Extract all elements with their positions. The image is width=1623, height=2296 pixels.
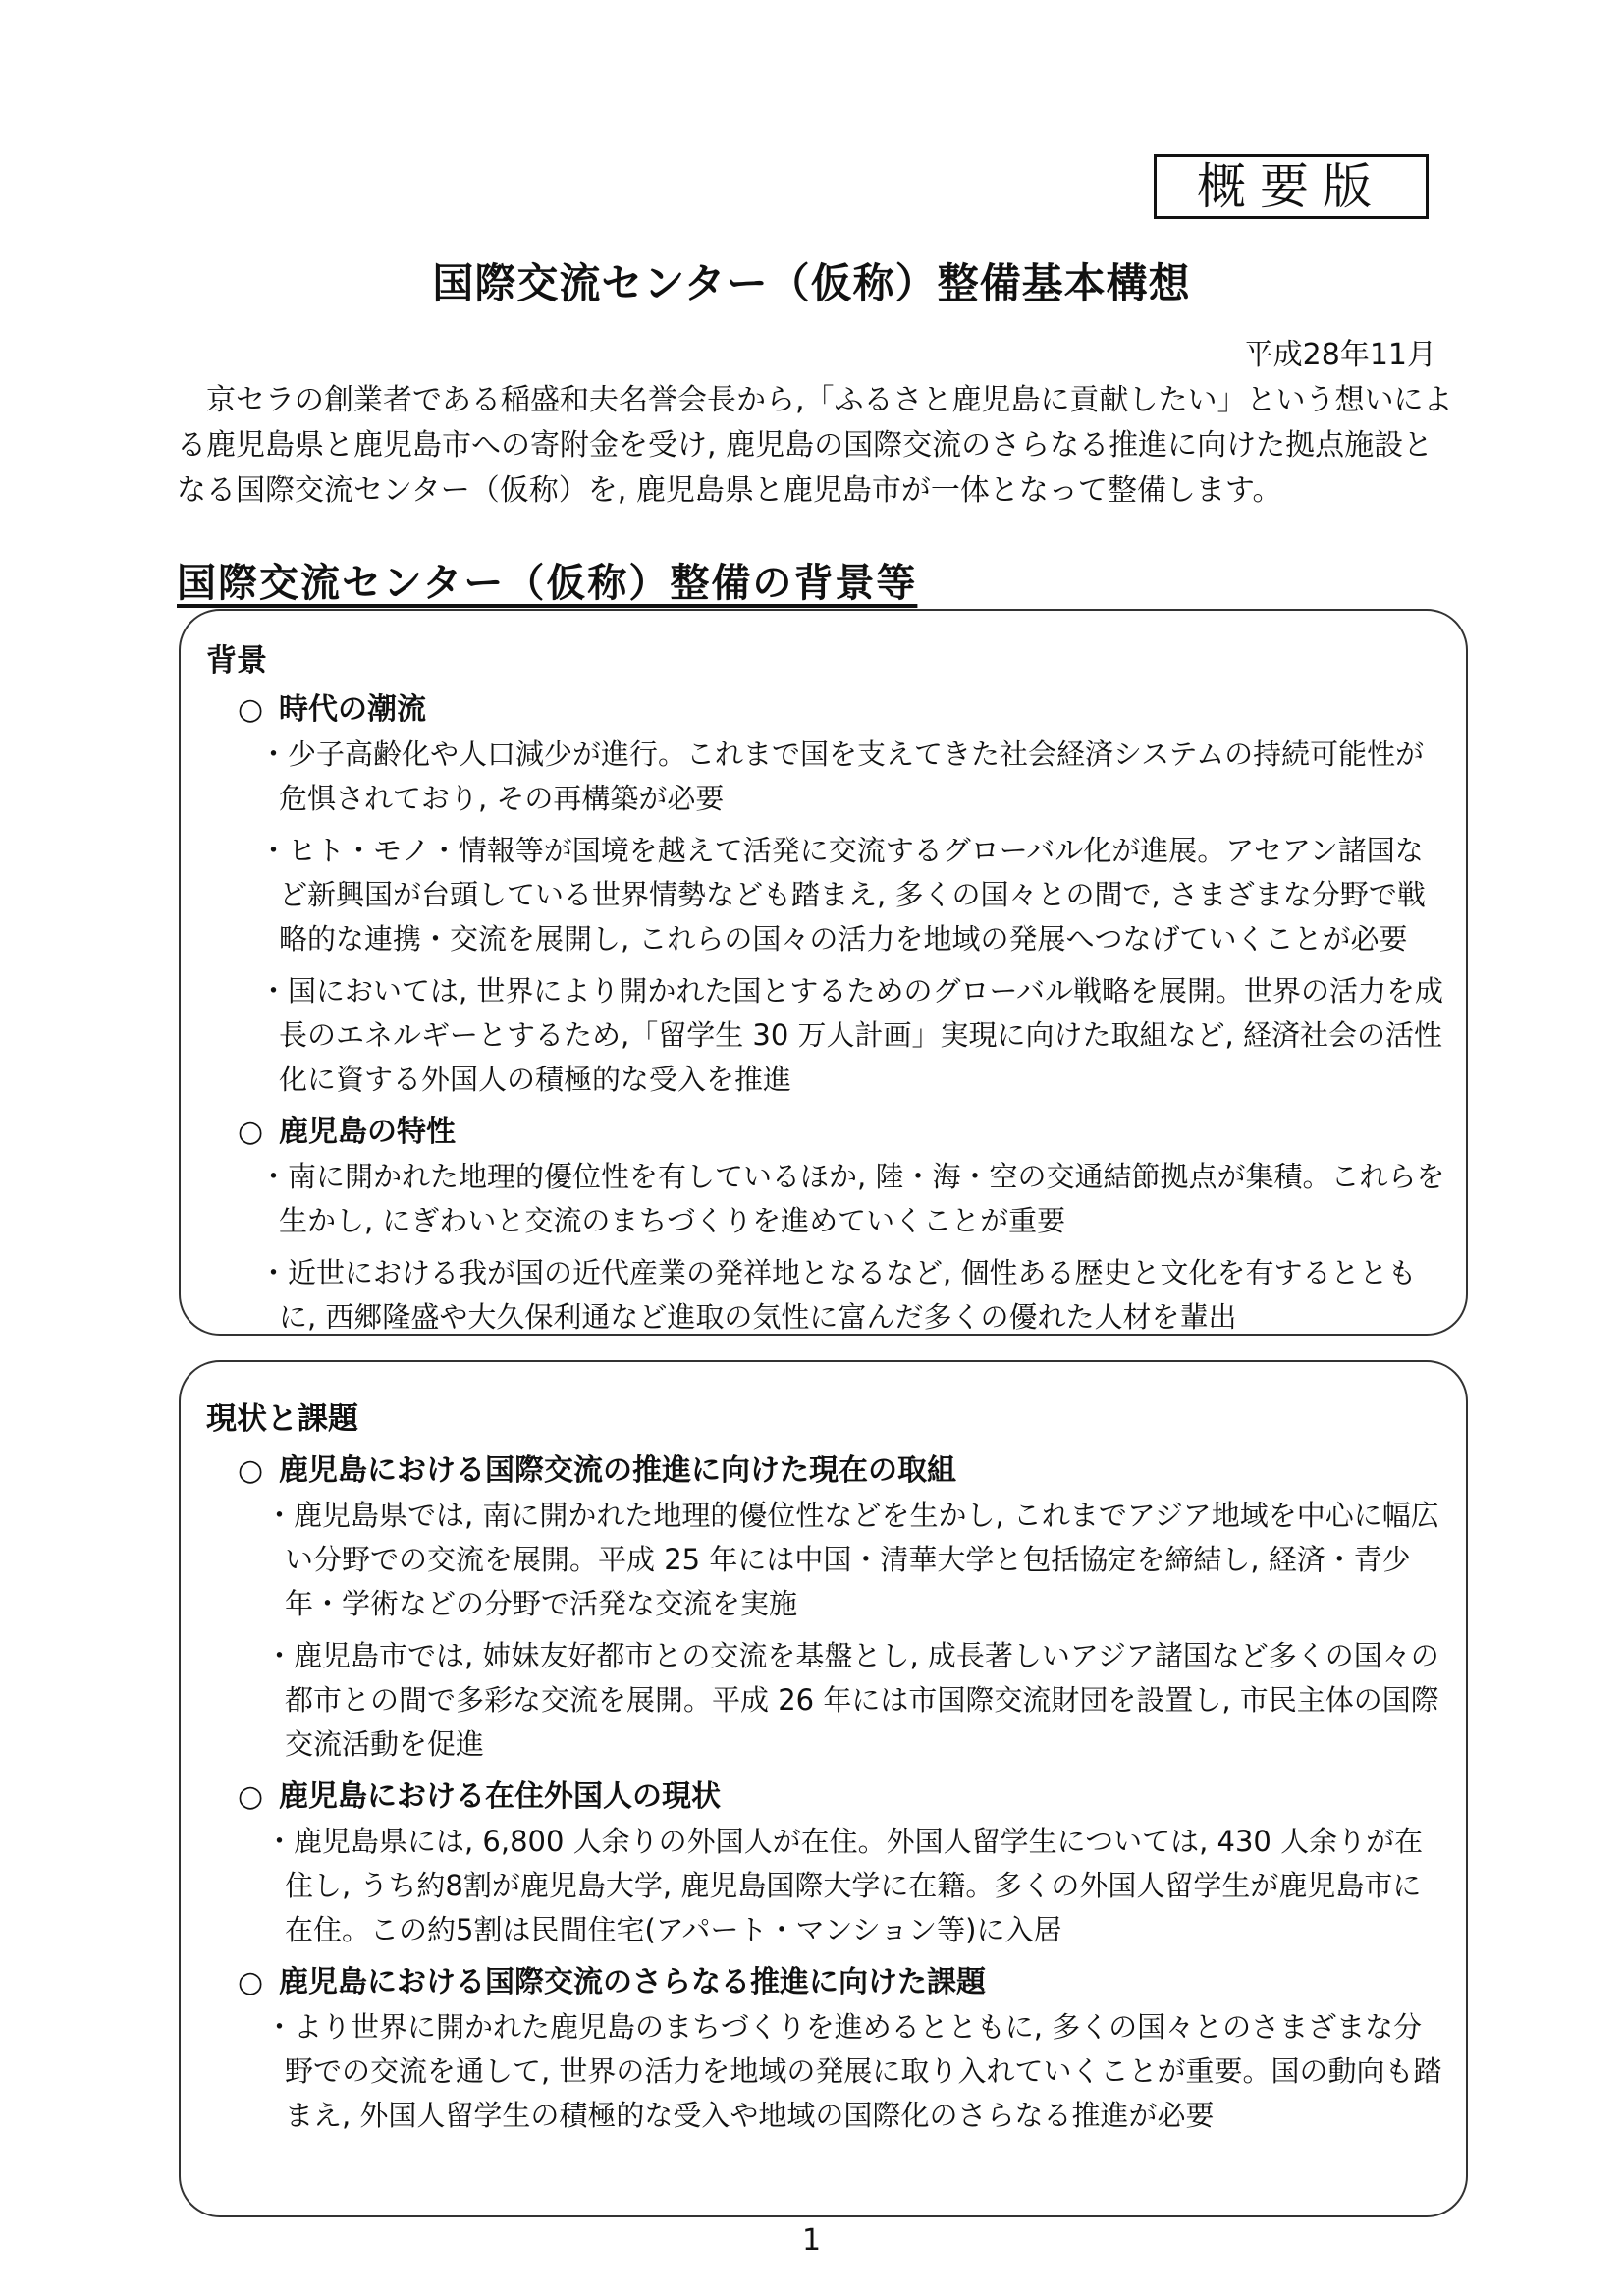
current-status-content xyxy=(181,1449,1466,2146)
bullet-item: ・南に開かれた地理的優位性を有しているほか, 陸・海・空の交通結節拠点が集積。これらを生かし, にぎわいと交流のまちづくりを進めていくことが重要 xyxy=(259,1160,1445,1237)
intro-paragraph: 京セラの創業者である稲盛和夫名誉会長から,「ふるさと鹿児島に貢献したい」という想いによる鹿児島県と鹿児島市への寄附金を受け, 鹿児島の国際交流のさらなる推進に向けた拠点施設となる国際交流センター（仮称）を, 鹿児島県と鹿児島市が一体となって整備します。 xyxy=(177,383,1453,508)
bullet-item: ・鹿児島市では, 姉妹友好都市との交流を基盤とし, 成長著しいアジア諸国など多くの国々の都市との間で多彩な交流を展開。平成 26 年には市国際交流財団を設置し, 市民主体の国際交流活動を促進 xyxy=(265,1639,1439,1761)
bullet-item: ・鹿児島県では, 南に開かれた地理的優位性などを生かし, これまでアジア地域を中心に幅広い分野での交流を展開。平成 25 年には中国・清華大学と包括協定を締結し, 経済・青少年・学術などの分野で活発な交流を実施 xyxy=(265,1499,1439,1620)
bullet-item: ・より世界に開かれた鹿児島のまちづくりを進めるとともに, 多くの国々とのさまざまな分野での交流を通して, 世界の活力を地域の発展に取り入れていくことが重要。国の動向も踏まえ, 外国人留学生の積極的な受入や地域の国際化のさらなる推進が必要 xyxy=(265,2010,1442,2132)
document-date: 平成28年11月 xyxy=(1243,338,1436,372)
document-title: 国際交流センター（仮称）整備基本構想 xyxy=(432,259,1191,307)
circle-marker: ○ xyxy=(238,1779,264,1814)
summary-edition-badge: 概要版 xyxy=(1154,154,1429,219)
circle-marker: ○ xyxy=(238,692,264,727)
current-status-box xyxy=(179,1360,1468,2217)
circle-marker: ○ xyxy=(238,1115,264,1149)
current-status-label: 現状と課題 xyxy=(206,1401,358,1437)
circle-marker: ○ xyxy=(238,1965,264,1999)
background-label: 背景 xyxy=(206,643,267,679)
subheading-challenges xyxy=(238,1960,1466,2005)
bullet-item: ・国においては, 世界により開かれた国とするためのグローバル戦略を展開。世界の活力を成長のエネルギーとするため,「留学生 30 万人計画」実現に向けた取組など, 経済社会の活性化に資する外国人の積極的な受入を推進 xyxy=(259,974,1443,1096)
subheading-text: 鹿児島における国際交流のさらなる推進に向けた課題 xyxy=(279,1965,986,1999)
bullet-item: ・ヒト・モノ・情報等が国境を越えて活発に交流するグローバル化が進展。アセアン諸国など新興国が台頭している世界情勢なども踏まえ, 多くの国々との間で, さまざまな分野で戦略的な連携・交流を展開し, これらの国々の活力を地域の発展へつなげていくことが必要 xyxy=(259,834,1426,956)
bullet-item: ・少子高齢化や人口減少が進行。これまで国を支えてきた社会経済システムの持続可能性が危惧されており, その再構築が必要 xyxy=(259,738,1425,815)
bullet-item: ・近世における我が国の近代産業の発祥地となるなど, 個性ある歴史と文化を有するとともに, 西郷隆盛や大久保利通など進取の気性に富んだ多くの優れた人材を輩出 xyxy=(259,1256,1417,1334)
page-number: 1 xyxy=(801,2223,822,2258)
circle-marker: ○ xyxy=(238,1453,264,1488)
bullet-item: ・鹿児島県には, 6,800 人余りの外国人が在住。外国人留学生については, 430 人余りが在住し, うち約8割が鹿児島大学, 鹿児島国際大学に在籍。多くの外国人留学生が鹿児島市に在住。この約5割は民間住宅(アパート・マンション等)に入居 xyxy=(265,1825,1424,1946)
background-content xyxy=(181,687,1466,1347)
section-heading: 国際交流センター（仮称）整備の背景等 xyxy=(177,561,918,606)
subheading-current-efforts xyxy=(238,1449,1466,1494)
subheading-foreign-residents xyxy=(238,1775,1466,1820)
subheading-text: 鹿児島における在住外国人の現状 xyxy=(279,1779,721,1814)
subheading-kagoshima-traits xyxy=(238,1110,1466,1155)
subheading-text: 時代の潮流 xyxy=(279,692,426,727)
subheading-trends xyxy=(238,687,1466,733)
background-box xyxy=(179,609,1468,1336)
subheading-text: 鹿児島における国際交流の推進に向けた現在の取組 xyxy=(279,1453,956,1488)
subheading-text: 鹿児島の特性 xyxy=(279,1115,456,1149)
